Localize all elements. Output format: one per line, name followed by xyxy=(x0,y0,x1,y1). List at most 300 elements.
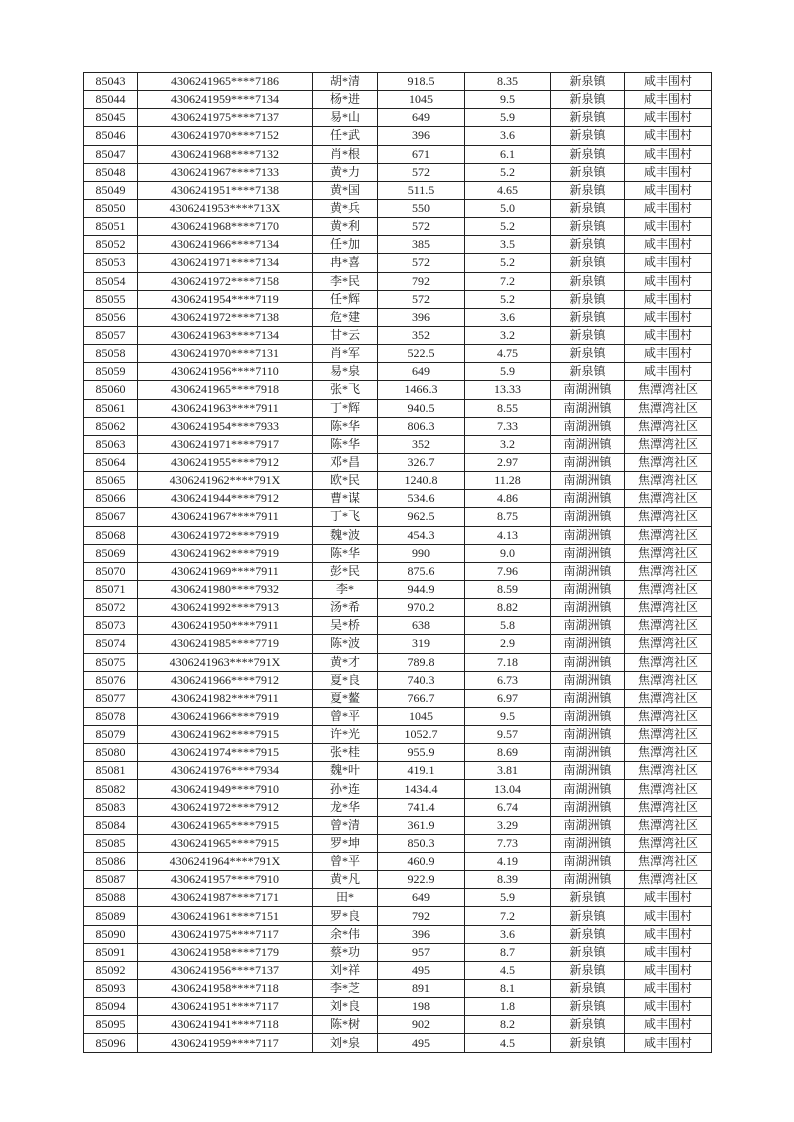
village-cell: 焦潭湾社区 xyxy=(625,834,712,852)
area-cell: 8.75 xyxy=(465,508,551,526)
table-row xyxy=(84,907,712,925)
village-cell: 焦潭湾社区 xyxy=(625,508,712,526)
amount-cell: 957 xyxy=(378,943,465,961)
town-cell: 新泉镇 xyxy=(551,181,625,199)
amount-cell: 671 xyxy=(378,145,465,163)
town-cell: 南湖洲镇 xyxy=(551,526,625,544)
town-cell: 新泉镇 xyxy=(551,91,625,109)
village-cell: 焦潭湾社区 xyxy=(625,617,712,635)
area-cell: 3.81 xyxy=(465,762,551,780)
id-number-cell: 4306241956****7137 xyxy=(138,961,313,979)
record-number-cell: 85083 xyxy=(84,798,138,816)
id-number-cell: 4306241954****7119 xyxy=(138,290,313,308)
amount-cell: 806.3 xyxy=(378,417,465,435)
record-number-cell: 85093 xyxy=(84,980,138,998)
amount-cell: 1045 xyxy=(378,707,465,725)
amount-cell: 361.9 xyxy=(378,816,465,834)
record-number-cell: 85096 xyxy=(84,1034,138,1052)
town-cell: 南湖洲镇 xyxy=(551,671,625,689)
amount-cell: 572 xyxy=(378,254,465,272)
amount-cell: 990 xyxy=(378,544,465,562)
id-number-cell: 4306241958****7179 xyxy=(138,943,313,961)
id-number-cell: 4306241951****7117 xyxy=(138,998,313,1016)
area-cell: 5.2 xyxy=(465,218,551,236)
area-cell: 4.5 xyxy=(465,1034,551,1052)
id-number-cell: 4306241965****7186 xyxy=(138,73,313,91)
area-cell: 4.19 xyxy=(465,853,551,871)
id-number-cell: 4306241953****713X xyxy=(138,199,313,217)
village-cell: 焦潭湾社区 xyxy=(625,580,712,598)
village-cell: 焦潭湾社区 xyxy=(625,381,712,399)
record-number-cell: 85084 xyxy=(84,816,138,834)
record-number-cell: 85045 xyxy=(84,109,138,127)
name-cell: 李*民 xyxy=(313,272,378,290)
name-cell: 欧*民 xyxy=(313,472,378,490)
village-cell: 焦潭湾社区 xyxy=(625,435,712,453)
amount-cell: 649 xyxy=(378,363,465,381)
town-cell: 南湖洲镇 xyxy=(551,472,625,490)
record-number-cell: 85051 xyxy=(84,218,138,236)
id-number-cell: 4306241970****7131 xyxy=(138,345,313,363)
amount-cell: 396 xyxy=(378,127,465,145)
amount-cell: 766.7 xyxy=(378,689,465,707)
id-number-cell: 4306241992****7913 xyxy=(138,599,313,617)
table-row xyxy=(84,617,712,635)
village-cell: 焦潭湾社区 xyxy=(625,453,712,471)
village-cell: 咸丰围村 xyxy=(625,254,712,272)
amount-cell: 534.6 xyxy=(378,490,465,508)
name-cell: 魏*波 xyxy=(313,526,378,544)
area-cell: 4.5 xyxy=(465,961,551,979)
area-cell: 8.82 xyxy=(465,599,551,617)
amount-cell: 918.5 xyxy=(378,73,465,91)
table-row xyxy=(84,345,712,363)
village-cell: 咸丰围村 xyxy=(625,1034,712,1052)
area-cell: 7.73 xyxy=(465,834,551,852)
name-cell: 肖*军 xyxy=(313,345,378,363)
area-cell: 4.13 xyxy=(465,526,551,544)
name-cell: 田* xyxy=(313,889,378,907)
table-row xyxy=(84,853,712,871)
name-cell: 孙*连 xyxy=(313,780,378,798)
id-number-cell: 4306241975****7117 xyxy=(138,925,313,943)
table-row xyxy=(84,272,712,290)
table-row xyxy=(84,889,712,907)
table-row xyxy=(84,199,712,217)
table-row xyxy=(84,290,712,308)
table-row xyxy=(84,1016,712,1034)
village-cell: 咸丰围村 xyxy=(625,998,712,1016)
town-cell: 南湖洲镇 xyxy=(551,490,625,508)
town-cell: 新泉镇 xyxy=(551,109,625,127)
area-cell: 6.97 xyxy=(465,689,551,707)
amount-cell: 740.3 xyxy=(378,671,465,689)
name-cell: 余*伟 xyxy=(313,925,378,943)
table-row xyxy=(84,399,712,417)
village-cell: 咸丰围村 xyxy=(625,961,712,979)
area-cell: 7.2 xyxy=(465,907,551,925)
town-cell: 南湖洲镇 xyxy=(551,798,625,816)
town-cell: 新泉镇 xyxy=(551,254,625,272)
id-number-cell: 4306241972****7919 xyxy=(138,526,313,544)
amount-cell: 1466.3 xyxy=(378,381,465,399)
name-cell: 刘*良 xyxy=(313,998,378,1016)
name-cell: 易*泉 xyxy=(313,363,378,381)
amount-cell: 970.2 xyxy=(378,599,465,617)
town-cell: 南湖洲镇 xyxy=(551,417,625,435)
table-row xyxy=(84,871,712,889)
table-row xyxy=(84,744,712,762)
town-cell: 南湖洲镇 xyxy=(551,726,625,744)
id-number-cell: 4306241967****7133 xyxy=(138,163,313,181)
village-cell: 咸丰围村 xyxy=(625,1016,712,1034)
id-number-cell: 4306241956****7110 xyxy=(138,363,313,381)
table-row xyxy=(84,145,712,163)
table-row xyxy=(84,308,712,326)
name-cell: 黄*国 xyxy=(313,181,378,199)
town-cell: 南湖洲镇 xyxy=(551,508,625,526)
record-number-cell: 85049 xyxy=(84,181,138,199)
area-cell: 8.35 xyxy=(465,73,551,91)
record-number-cell: 85046 xyxy=(84,127,138,145)
id-number-cell: 4306241965****7915 xyxy=(138,834,313,852)
amount-cell: 649 xyxy=(378,109,465,127)
town-cell: 新泉镇 xyxy=(551,943,625,961)
town-cell: 南湖洲镇 xyxy=(551,853,625,871)
name-cell: 黄*才 xyxy=(313,653,378,671)
table-row xyxy=(84,490,712,508)
amount-cell: 495 xyxy=(378,1034,465,1052)
amount-cell: 198 xyxy=(378,998,465,1016)
amount-cell: 419.1 xyxy=(378,762,465,780)
town-cell: 新泉镇 xyxy=(551,907,625,925)
id-number-cell: 4306241941****7118 xyxy=(138,1016,313,1034)
id-number-cell: 4306241972****7138 xyxy=(138,308,313,326)
town-cell: 新泉镇 xyxy=(551,308,625,326)
village-cell: 焦潭湾社区 xyxy=(625,744,712,762)
id-number-cell: 4306241963****7134 xyxy=(138,326,313,344)
area-cell: 9.5 xyxy=(465,707,551,725)
village-cell: 咸丰围村 xyxy=(625,308,712,326)
records-table xyxy=(83,72,712,1053)
town-cell: 新泉镇 xyxy=(551,145,625,163)
village-cell: 咸丰围村 xyxy=(625,326,712,344)
village-cell: 咸丰围村 xyxy=(625,943,712,961)
village-cell: 焦潭湾社区 xyxy=(625,853,712,871)
table-row xyxy=(84,508,712,526)
amount-cell: 495 xyxy=(378,961,465,979)
table-row xyxy=(84,163,712,181)
area-cell: 8.59 xyxy=(465,580,551,598)
name-cell: 丁*飞 xyxy=(313,508,378,526)
village-cell: 焦潭湾社区 xyxy=(625,599,712,617)
record-number-cell: 85066 xyxy=(84,490,138,508)
name-cell: 任*加 xyxy=(313,236,378,254)
id-number-cell: 4306241954****7933 xyxy=(138,417,313,435)
table-row xyxy=(84,435,712,453)
town-cell: 新泉镇 xyxy=(551,925,625,943)
town-cell: 南湖洲镇 xyxy=(551,381,625,399)
name-cell: 陈*树 xyxy=(313,1016,378,1034)
record-number-cell: 85075 xyxy=(84,653,138,671)
area-cell: 2.97 xyxy=(465,453,551,471)
table-row xyxy=(84,562,712,580)
village-cell: 焦潭湾社区 xyxy=(625,399,712,417)
name-cell: 陈*华 xyxy=(313,435,378,453)
town-cell: 南湖洲镇 xyxy=(551,580,625,598)
table-row xyxy=(84,653,712,671)
records-table-body xyxy=(84,73,712,1053)
amount-cell: 326.7 xyxy=(378,453,465,471)
record-number-cell: 85048 xyxy=(84,163,138,181)
name-cell: 陈*华 xyxy=(313,544,378,562)
table-row xyxy=(84,254,712,272)
record-number-cell: 85087 xyxy=(84,871,138,889)
record-number-cell: 85082 xyxy=(84,780,138,798)
village-cell: 焦潭湾社区 xyxy=(625,472,712,490)
table-row xyxy=(84,544,712,562)
area-cell: 9.0 xyxy=(465,544,551,562)
area-cell: 3.5 xyxy=(465,236,551,254)
table-row xyxy=(84,998,712,1016)
id-number-cell: 4306241970****7152 xyxy=(138,127,313,145)
town-cell: 南湖洲镇 xyxy=(551,689,625,707)
village-cell: 焦潭湾社区 xyxy=(625,816,712,834)
town-cell: 新泉镇 xyxy=(551,345,625,363)
area-cell: 7.96 xyxy=(465,562,551,580)
table-row xyxy=(84,73,712,91)
record-number-cell: 85081 xyxy=(84,762,138,780)
amount-cell: 891 xyxy=(378,980,465,998)
record-number-cell: 85088 xyxy=(84,889,138,907)
record-number-cell: 85089 xyxy=(84,907,138,925)
amount-cell: 638 xyxy=(378,617,465,635)
town-cell: 新泉镇 xyxy=(551,199,625,217)
record-number-cell: 85091 xyxy=(84,943,138,961)
town-cell: 南湖洲镇 xyxy=(551,635,625,653)
amount-cell: 385 xyxy=(378,236,465,254)
amount-cell: 789.8 xyxy=(378,653,465,671)
id-number-cell: 4306241955****7912 xyxy=(138,453,313,471)
name-cell: 肖*根 xyxy=(313,145,378,163)
amount-cell: 511.5 xyxy=(378,181,465,199)
village-cell: 焦潭湾社区 xyxy=(625,653,712,671)
village-cell: 焦潭湾社区 xyxy=(625,490,712,508)
area-cell: 5.0 xyxy=(465,199,551,217)
name-cell: 冉*喜 xyxy=(313,254,378,272)
town-cell: 南湖洲镇 xyxy=(551,707,625,725)
area-cell: 1.8 xyxy=(465,998,551,1016)
village-cell: 咸丰围村 xyxy=(625,109,712,127)
name-cell: 杨*进 xyxy=(313,91,378,109)
record-number-cell: 85079 xyxy=(84,726,138,744)
table-row xyxy=(84,109,712,127)
area-cell: 3.2 xyxy=(465,326,551,344)
village-cell: 焦潭湾社区 xyxy=(625,635,712,653)
amount-cell: 850.3 xyxy=(378,834,465,852)
amount-cell: 1052.7 xyxy=(378,726,465,744)
record-number-cell: 85092 xyxy=(84,961,138,979)
amount-cell: 792 xyxy=(378,272,465,290)
amount-cell: 572 xyxy=(378,218,465,236)
town-cell: 南湖洲镇 xyxy=(551,780,625,798)
village-cell: 咸丰围村 xyxy=(625,290,712,308)
town-cell: 新泉镇 xyxy=(551,290,625,308)
record-number-cell: 85069 xyxy=(84,544,138,562)
table-row xyxy=(84,453,712,471)
record-number-cell: 85074 xyxy=(84,635,138,653)
table-row xyxy=(84,91,712,109)
record-number-cell: 85063 xyxy=(84,435,138,453)
area-cell: 3.29 xyxy=(465,816,551,834)
record-number-cell: 85060 xyxy=(84,381,138,399)
amount-cell: 572 xyxy=(378,163,465,181)
area-cell: 9.57 xyxy=(465,726,551,744)
amount-cell: 955.9 xyxy=(378,744,465,762)
table-row xyxy=(84,635,712,653)
id-number-cell: 4306241962****7915 xyxy=(138,726,313,744)
town-cell: 新泉镇 xyxy=(551,1016,625,1034)
town-cell: 南湖洲镇 xyxy=(551,653,625,671)
amount-cell: 572 xyxy=(378,290,465,308)
village-cell: 焦潭湾社区 xyxy=(625,726,712,744)
name-cell: 胡*清 xyxy=(313,73,378,91)
id-number-cell: 4306241962****7919 xyxy=(138,544,313,562)
record-number-cell: 85090 xyxy=(84,925,138,943)
name-cell: 黄*兵 xyxy=(313,199,378,217)
name-cell: 龙*华 xyxy=(313,798,378,816)
village-cell: 咸丰围村 xyxy=(625,91,712,109)
amount-cell: 460.9 xyxy=(378,853,465,871)
record-number-cell: 85094 xyxy=(84,998,138,1016)
id-number-cell: 4306241959****7134 xyxy=(138,91,313,109)
town-cell: 南湖洲镇 xyxy=(551,599,625,617)
table-row xyxy=(84,417,712,435)
table-row xyxy=(84,726,712,744)
name-cell: 黄*利 xyxy=(313,218,378,236)
id-number-cell: 4306241968****7132 xyxy=(138,145,313,163)
town-cell: 南湖洲镇 xyxy=(551,435,625,453)
table-row xyxy=(84,326,712,344)
area-cell: 6.74 xyxy=(465,798,551,816)
id-number-cell: 4306241966****7919 xyxy=(138,707,313,725)
id-number-cell: 4306241963****7911 xyxy=(138,399,313,417)
village-cell: 咸丰围村 xyxy=(625,907,712,925)
name-cell: 曾*平 xyxy=(313,707,378,725)
record-number-cell: 85052 xyxy=(84,236,138,254)
area-cell: 4.75 xyxy=(465,345,551,363)
record-number-cell: 85055 xyxy=(84,290,138,308)
name-cell: 易*山 xyxy=(313,109,378,127)
town-cell: 新泉镇 xyxy=(551,961,625,979)
record-number-cell: 85080 xyxy=(84,744,138,762)
village-cell: 焦潭湾社区 xyxy=(625,707,712,725)
village-cell: 焦潭湾社区 xyxy=(625,526,712,544)
village-cell: 咸丰围村 xyxy=(625,363,712,381)
table-row xyxy=(84,236,712,254)
name-cell: 刘*泉 xyxy=(313,1034,378,1052)
name-cell: 危*建 xyxy=(313,308,378,326)
village-cell: 焦潭湾社区 xyxy=(625,689,712,707)
village-cell: 焦潭湾社区 xyxy=(625,871,712,889)
name-cell: 丁*辉 xyxy=(313,399,378,417)
area-cell: 13.33 xyxy=(465,381,551,399)
area-cell: 3.6 xyxy=(465,925,551,943)
area-cell: 8.2 xyxy=(465,1016,551,1034)
id-number-cell: 4306241982****7911 xyxy=(138,689,313,707)
amount-cell: 396 xyxy=(378,925,465,943)
amount-cell: 962.5 xyxy=(378,508,465,526)
area-cell: 8.39 xyxy=(465,871,551,889)
area-cell: 6.1 xyxy=(465,145,551,163)
table-row xyxy=(84,599,712,617)
amount-cell: 319 xyxy=(378,635,465,653)
table-row xyxy=(84,762,712,780)
town-cell: 新泉镇 xyxy=(551,236,625,254)
name-cell: 罗*良 xyxy=(313,907,378,925)
area-cell: 8.55 xyxy=(465,399,551,417)
id-number-cell: 4306241980****7932 xyxy=(138,580,313,598)
town-cell: 南湖洲镇 xyxy=(551,816,625,834)
town-cell: 南湖洲镇 xyxy=(551,762,625,780)
name-cell: 罗*坤 xyxy=(313,834,378,852)
record-number-cell: 85077 xyxy=(84,689,138,707)
record-number-cell: 85061 xyxy=(84,399,138,417)
area-cell: 11.28 xyxy=(465,472,551,490)
id-number-cell: 4306241944****7912 xyxy=(138,490,313,508)
id-number-cell: 4306241971****7134 xyxy=(138,254,313,272)
id-number-cell: 4306241965****7918 xyxy=(138,381,313,399)
record-number-cell: 85067 xyxy=(84,508,138,526)
record-number-cell: 85095 xyxy=(84,1016,138,1034)
town-cell: 南湖洲镇 xyxy=(551,453,625,471)
area-cell: 8.7 xyxy=(465,943,551,961)
id-number-cell: 4306241976****7934 xyxy=(138,762,313,780)
name-cell: 夏*鳌 xyxy=(313,689,378,707)
area-cell: 5.2 xyxy=(465,290,551,308)
record-number-cell: 85076 xyxy=(84,671,138,689)
amount-cell: 902 xyxy=(378,1016,465,1034)
id-number-cell: 4306241957****7910 xyxy=(138,871,313,889)
record-number-cell: 85047 xyxy=(84,145,138,163)
name-cell: 蔡*功 xyxy=(313,943,378,961)
village-cell: 咸丰围村 xyxy=(625,73,712,91)
area-cell: 7.18 xyxy=(465,653,551,671)
record-number-cell: 85070 xyxy=(84,562,138,580)
id-number-cell: 4306241974****7915 xyxy=(138,744,313,762)
table-row xyxy=(84,472,712,490)
area-cell: 8.69 xyxy=(465,744,551,762)
id-number-cell: 4306241968****7170 xyxy=(138,218,313,236)
record-number-cell: 85064 xyxy=(84,453,138,471)
id-number-cell: 4306241975****7137 xyxy=(138,109,313,127)
town-cell: 新泉镇 xyxy=(551,363,625,381)
name-cell: 许*光 xyxy=(313,726,378,744)
name-cell: 李*芝 xyxy=(313,980,378,998)
amount-cell: 649 xyxy=(378,889,465,907)
table-row xyxy=(84,707,712,725)
village-cell: 咸丰围村 xyxy=(625,181,712,199)
village-cell: 咸丰围村 xyxy=(625,925,712,943)
town-cell: 南湖洲镇 xyxy=(551,871,625,889)
table-row xyxy=(84,218,712,236)
area-cell: 5.2 xyxy=(465,254,551,272)
town-cell: 南湖洲镇 xyxy=(551,562,625,580)
name-cell: 魏*叶 xyxy=(313,762,378,780)
name-cell: 李* xyxy=(313,580,378,598)
record-number-cell: 85050 xyxy=(84,199,138,217)
name-cell: 邓*昌 xyxy=(313,453,378,471)
